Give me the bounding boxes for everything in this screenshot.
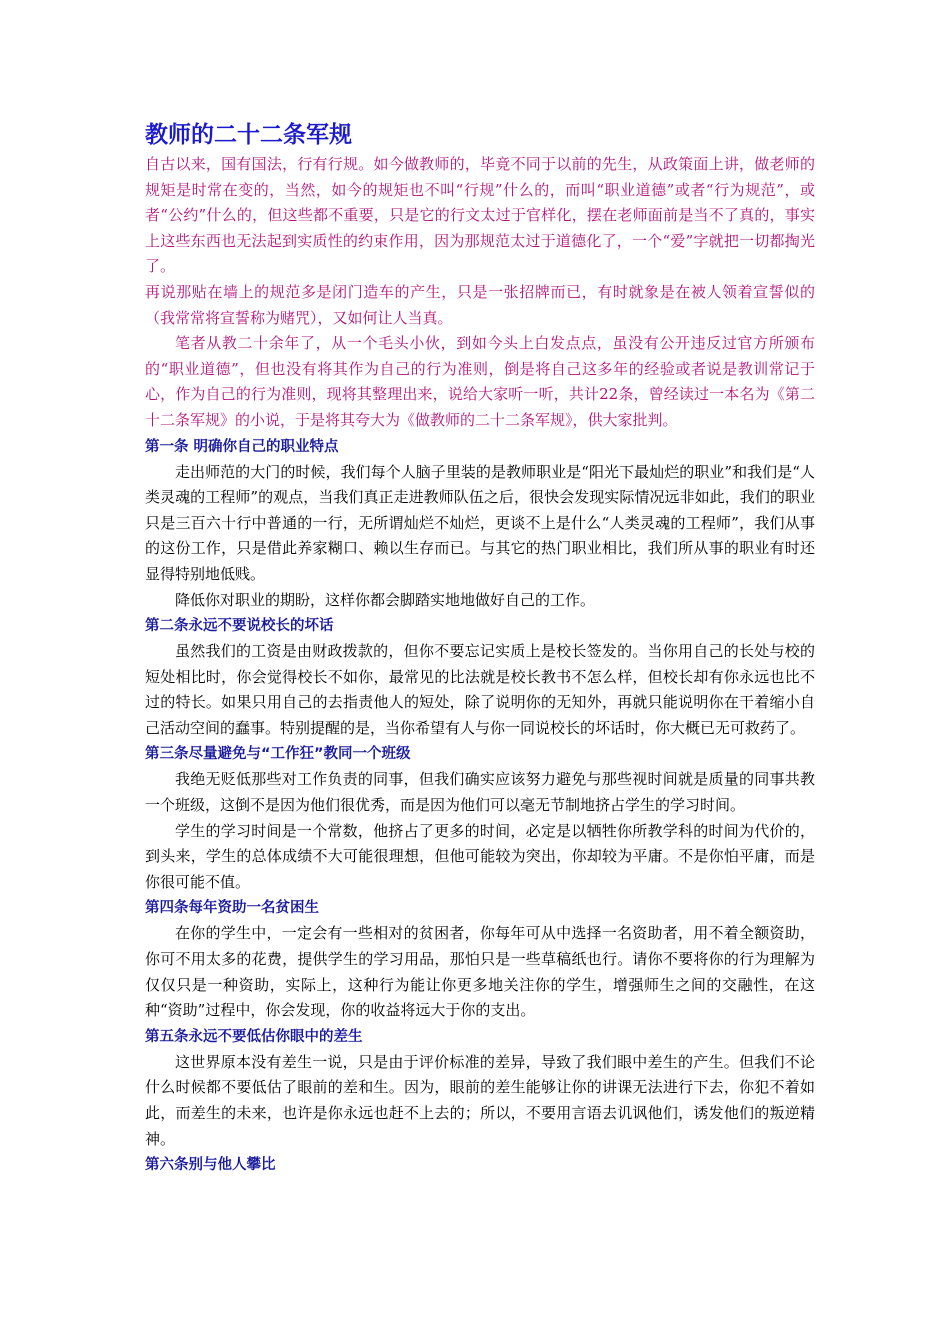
rule-paragraph: 我绝无贬低那些对工作负责的同事，但我们确实应该努力避免与那些视时间就是质量的同事共教一个班级，这倒不是因为他们很优秀，而是因为他们可以毫无节制地挤占学生的学习时间。 bbox=[145, 770, 815, 815]
document-body bbox=[145, 118, 815, 1178]
rule-heading: 第三条尽量避免与“工作狂”教同一个班级 bbox=[145, 746, 411, 763]
rule-section bbox=[145, 613, 815, 741]
rule-section bbox=[145, 741, 815, 895]
rule-section bbox=[145, 895, 815, 1023]
rule-heading: 第一条 明确你自己的职业特点 bbox=[145, 438, 339, 455]
rule-heading: 第六条别与他人攀比 bbox=[145, 1157, 276, 1174]
rule-paragraph: 降低你对职业的期盼，这样你都会脚踏实地地做好自己的工作。 bbox=[175, 590, 596, 609]
rule-heading: 第五条永远不要低估你眼中的差生 bbox=[145, 1028, 363, 1045]
rule-paragraph: 学生的学习时间是一个常数，他挤占了更多的时间，必定是以牺牲你所教学科的时间为代价的，到头来，学生的总体成绩不大可能很理想，但他可能较为突出，你却较为平庸。不是你怕平庸，而是你很可能不值。 bbox=[145, 821, 815, 891]
rule-heading: 第二条永远不要说校长的坏话 bbox=[145, 618, 334, 635]
rule-heading: 第四条每年资助一名贫困生 bbox=[145, 900, 319, 917]
rule-section bbox=[145, 1152, 815, 1178]
intro-paragraph: 再说那贴在墙上的规范多是闭门造车的产生，只是一张招牌而已，有时就象是在被人领着宣誓似的（我常常将宣誓称为赌咒），又如何让人当真。 bbox=[145, 282, 815, 327]
rule-section bbox=[145, 434, 815, 614]
rule-paragraph: 这世界原本没有差生一说，只是由于评价标准的差异，导致了我们眼中差生的产生。但我们不论什么时候都不要低估了眼前的差和生。因为，眼前的差生能够让你的讲课无法进行下去，你犯不着如此，而差生的未来，也许是你永远也赶不上去的；所以，不要用言语去讥讽他们，诱发他们的叛逆精神。 bbox=[145, 1052, 815, 1148]
rule-paragraph: 走出师范的大门的时候，我们每个人脑子里装的是教师职业是“阳光下最灿烂的职业”和我们是“人类灵魂的工程师”的观点，当我们真正走进教师队伍之后，很快会发现实际情况远非如此，我们的职业只是三百六十行中普通的一行，无所谓灿烂不灿烂，更谈不上是什么“人类灵魂的工程师”，我们从事的这份工作，只是借此养家糊口、赖以生存而已。与其它的热门职业相比，我们所从事的职业有时还显得特别地低贱。 bbox=[145, 462, 815, 583]
intro-paragraph: 自古以来，国有国法，行有行规。如今做教师的，毕竟不同于以前的先生，从政策面上讲，做老师的规矩是时常在变的，当然，如今的规矩也不叫“行规”什么的，而叫“职业道德”或者“行为规范”，或者“公约”什么的，但这些都不重要，只是它的行文太过于官样化，摆在老师面前是当不了真的，事实上这些东西也无法起到实质性的约束作用，因为那规范太过于道德化了，一个“爱”字就把一切都掏光了。 bbox=[145, 155, 815, 276]
document-title: 教师的二十二条军规 bbox=[145, 122, 352, 148]
rule-paragraph: 在你的学生中，一定会有一些相对的贫困者，你每年可从中选择一名资助者，用不着全额资助，你可不用太多的花费，提供学生的学习用品，那怕只是一些草稿纸也行。请你不要将你的行为理解为仅仅只是一种资助，实际上，这种行为能让你更多地关注你的学生，增强师生之间的交融性，在这种“资助”过程中，你会发现，你的收益将远大于你的支出。 bbox=[145, 924, 815, 1020]
rule-section bbox=[145, 1024, 815, 1152]
rule-paragraph: 虽然我们的工资是由财政拨款的，但你不要忘记实质上是校长签发的。当你用自己的长处与校的短处相比时，你会觉得校长不如你，最常见的比法就是校长教书不怎么样，但校长却有你永远也比不过的特长。如果只用自己的去指责他人的短处，除了说明你的无知外，再就只能说明你在干着缩小自己活动空间的蠢事。特别提醒的是，当你希望有人与你一同说校长的坏话时，你大概已无可救药了。 bbox=[145, 642, 815, 737]
intro-paragraph: 笔者从教二十余年了，从一个毛头小伙，到如今头上白发点点，虽没有公开违反过官方所颁布的“职业道德”，但也没有将其作为自己的行为准则，倒是将自己这多年的经验或者说是教训常记于心，作为自己的行为准则，现将其整理出来，说给大家听一听，共计22条，曾经读过一本名为《第二十二条军规》的小说，于是将其夸大为《做教师的二十二条军规》，供大家批判。 bbox=[145, 334, 815, 429]
